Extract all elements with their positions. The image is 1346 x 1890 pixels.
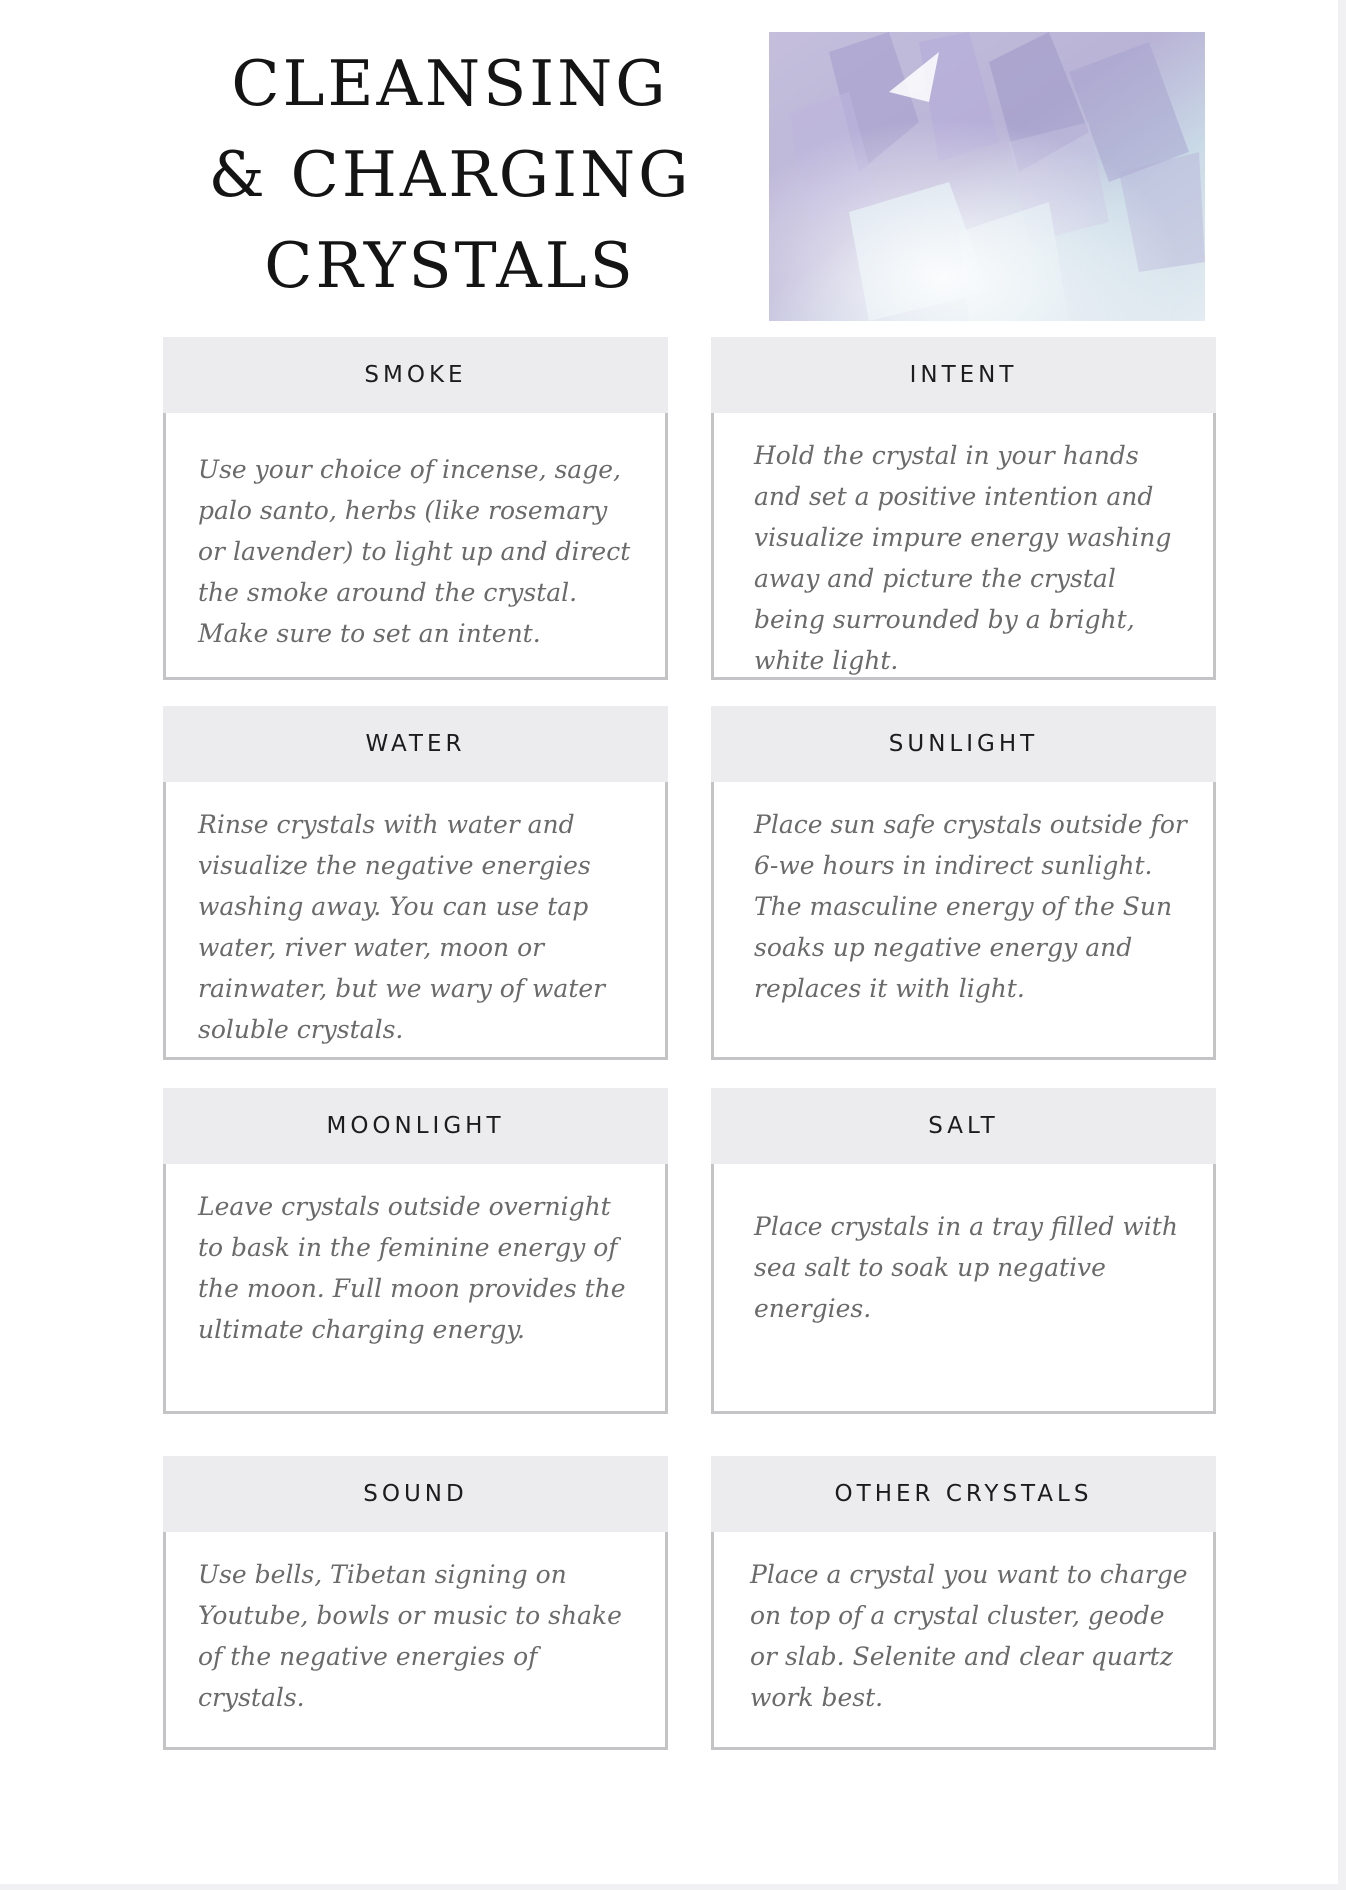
card-salt <box>711 1088 1216 1414</box>
card-heading: WATER <box>163 706 668 782</box>
card-body <box>163 1532 668 1750</box>
card-body <box>711 1532 1216 1750</box>
card-text: Leave crystals outside overnight to bask in the feminine energy of the moon. Full moon provides the ultimate charging energy. <box>198 1192 626 1344</box>
card-text: Rinse crystals with water and visualize the negative energies washing away. You can use tap water, river water, moon or rainwater, but we wary of water soluble crystals. <box>198 810 606 1044</box>
card-heading: OTHER CRYSTALS <box>711 1456 1216 1532</box>
card-text: Use bells, Tibetan signing on Youtube, bowls or music to shake of the negative energies of crystals. <box>198 1560 622 1712</box>
page-title <box>150 38 750 311</box>
card-text: Hold the crystal in your hands and set a positive intention and visualize impure energy washing away and picture the crystal being surrounded by a bright, white light. <box>754 441 1172 675</box>
card-body <box>711 413 1216 680</box>
card-smoke <box>163 337 668 680</box>
card-sound <box>163 1456 668 1750</box>
title-line-2: & CHARGING <box>208 138 692 211</box>
card-water <box>163 706 668 1060</box>
card-other-crystals <box>711 1456 1216 1750</box>
crystal-photo <box>769 32 1205 321</box>
title-line-1: CLEANSING <box>231 47 669 120</box>
card-text: Place sun safe crystals outside for 6-we hours in indirect sunlight. The masculine energy of the Sun soaks up negative energy and replaces it with light. <box>754 810 1187 1003</box>
title-line-3: CRYSTALS <box>264 229 636 302</box>
card-body <box>163 413 668 680</box>
card-sunlight <box>711 706 1216 1060</box>
card-heading: SMOKE <box>163 337 668 413</box>
card-heading: MOONLIGHT <box>163 1088 668 1164</box>
card-heading: SALT <box>711 1088 1216 1164</box>
card-body <box>711 1164 1216 1414</box>
card-heading: SOUND <box>163 1456 668 1532</box>
card-moonlight <box>163 1088 668 1414</box>
card-heading: INTENT <box>711 337 1216 413</box>
card-text: Place a crystal you want to charge on top of a crystal cluster, geode or slab. Selenite and clear quartz work best. <box>750 1560 1188 1712</box>
card-text: Use your choice of incense, sage, palo santo, herbs (like rosemary or lavender) to light up and direct the smoke around the crystal. Make sure to set an intent. <box>198 455 631 648</box>
card-body <box>163 1164 668 1414</box>
card-text: Place crystals in a tray filled with sea salt to soak up negative energies. <box>754 1212 1178 1323</box>
card-heading: SUNLIGHT <box>711 706 1216 782</box>
card-body <box>163 782 668 1060</box>
card-intent <box>711 337 1216 680</box>
amethyst-crystal-image <box>769 32 1205 321</box>
card-body <box>711 782 1216 1060</box>
